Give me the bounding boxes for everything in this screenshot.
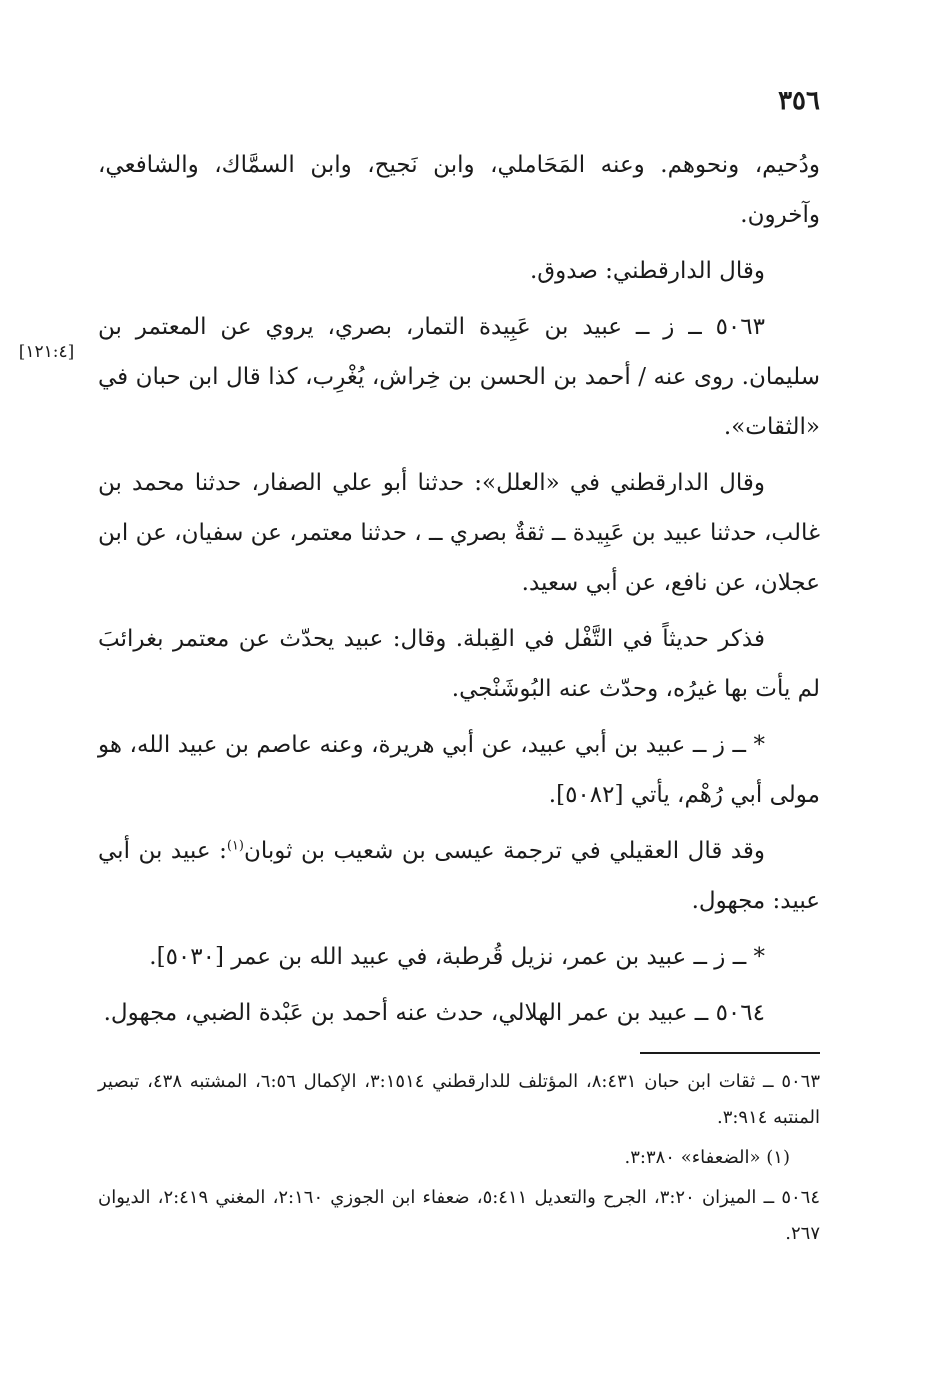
paragraph-uqaili — [98, 826, 820, 926]
paragraph-daraqutni-saduq: وقال الدارقطني: صدوق. — [530, 258, 765, 284]
footnotes — [98, 1064, 820, 1256]
footnote-divider — [640, 1052, 820, 1054]
paragraph-tafl: فذكر حديثاً في التَّفْل في القِبلة. وقال: عبيد يحدّث عن معتمر بغرائبَ لم يأت بها غيرُه، وحدّث عنه البُوشَنْجي. — [98, 626, 820, 702]
footnote-5063: ٥٠٦٣ ــ ثقات ابن حبان ٨:٤٣١، المؤتلف للدارقطني ٣:١٥١٤، الإكمال ٦:٥٦، المشتبه ٤٣٨، تبصير المنتبه ٣:٩١٤. — [98, 1071, 820, 1128]
uqaili-text-end: : عبيد بن أبي عبيد: مجهول. — [98, 838, 820, 914]
margin-reference: [١٢١:٤] — [18, 342, 75, 362]
main-text — [98, 140, 820, 1044]
page-number: ٣٥٦ — [778, 86, 820, 116]
uqaili-text: وقد قال العقيلي في ترجمة عيسى بن شعيب بن ثوبان — [243, 838, 766, 864]
entry-ubaid-ibn-abi-ubaid: * ــ ز ــ عبيد بن أبي عبيد، عن أبي هريرة، وعنه عاصم بن عبيد الله، هو مولى أبي رُهْم، يأتي [٥٠٨٢]. — [98, 732, 820, 808]
entry-5063: ٥٠٦٣ ــ ز ــ عبيد بن عَبِيدة التمار، بصري، يروي عن المعتمر بن سليمان. روى عنه / أحمد بن الحسن بن خِراش، يُغْرِب، كذا قال ابن حبان في «الثقات». — [98, 314, 820, 440]
paragraph-continuation: ودُحيم، ونحوهم. وعنه المَحَاملي، وابن نَجيح، وابن السمَّاك، والشافعي، وآخرون. — [98, 152, 820, 228]
paragraph-ilal: وقال الدارقطني في «العلل»: حدثنا أبو علي الصفار، حدثنا محمد بن غالب، حدثنا عبيد بن عَبِيدة ــ ثقةٌ بصري ــ ، حدثنا معتمر، عن سفيان، عن ابن عجلان، عن نافع، عن أبي سعيد. — [98, 470, 820, 596]
footnote-ref[interactable]: (١) — [226, 838, 244, 854]
entry-ubaid-ibn-umar: * ــ ز ــ عبيد بن عمر، نزيل قُرطبة، في عبيد الله بن عمر [٥٠٣٠]. — [149, 944, 765, 970]
entry-5064: ٥٠٦٤ ــ عبيد بن عمر الهلالي، حدث عنه أحمد بن عَبْدة الضبي، مجهول. — [103, 1000, 765, 1026]
footnote-1: (١) «الضعفاء» ٣:٣٨٠. — [624, 1147, 790, 1168]
footnote-5064: ٥٠٦٤ ــ الميزان ٣:٢٠، الجرح والتعديل ٥:٤١١، ضعفاء ابن الجوزي ٢:١٦٠، المغني ٢:٤١٩، الديوان ٢٦٧. — [98, 1187, 821, 1244]
